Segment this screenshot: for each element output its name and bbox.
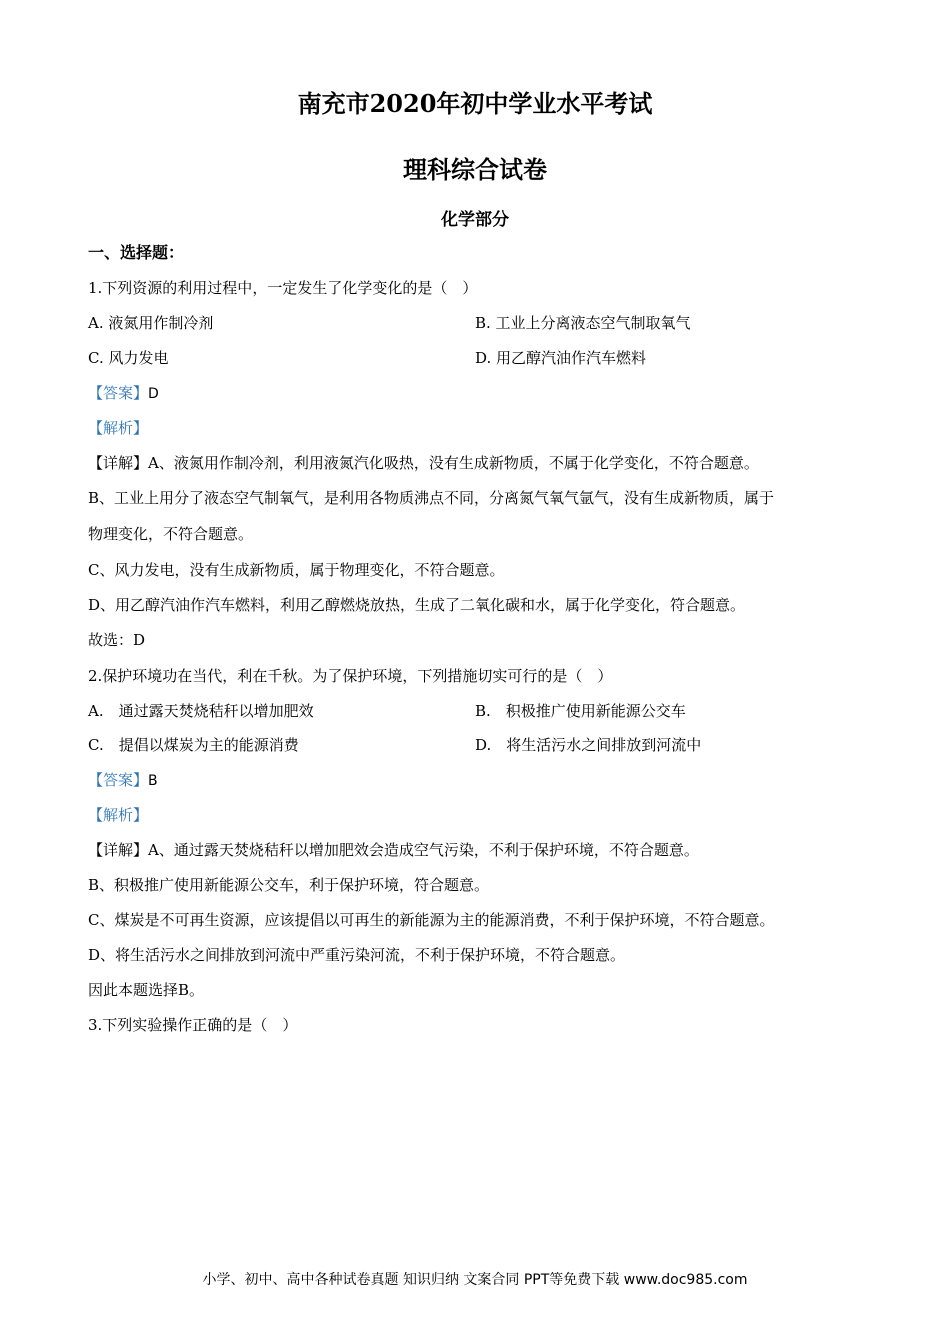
question-2-stem: 2.保护环境功在当代，利在千秋。为了保护环境，下列措施切实可行的是（ ） xyxy=(88,667,613,685)
question-1-detail-5: D、用乙醇汽油作汽车燃料，利用乙醇燃烧放热，生成了二氧化碳和水，属于化学变化，符合题意。 xyxy=(88,596,746,614)
question-1-conclusion: 故选：D xyxy=(88,631,146,649)
footer-text: 小学、初中、高中各种试卷真题 知识归纳 文案合同 PPT等免费下载 xyxy=(202,1272,620,1288)
answer-value: D xyxy=(148,386,159,402)
question-1-option-a: A. 液氮用作制冷剂 xyxy=(88,314,214,332)
detail-tag: 【详解】 xyxy=(88,841,149,859)
answer-tag: 【答案】 xyxy=(88,384,149,402)
question-2-option-c: C. 提倡以煤炭为主的能源消费 xyxy=(88,736,299,754)
question-1-detail-2: B、工业上用分了液态空气制氧气，是利用各物质沸点不同，分离氮气氧气氩气，没有生成新物质，属于 xyxy=(88,489,775,507)
answer-tag: 【答案】 xyxy=(88,771,149,789)
question-1-analysis-tag: 【解析】 xyxy=(88,419,149,437)
question-2-answer xyxy=(88,770,158,791)
detail-tag: 【详解】 xyxy=(88,454,149,472)
question-2-detail-4: D、将生活污水之间排放到河流中严重污染河流，不利于保护环境，不符合题意。 xyxy=(88,946,626,964)
section-title: 化学部分 xyxy=(441,210,509,230)
question-1-detail-3: 物理变化，不符合题意。 xyxy=(88,525,254,543)
page-footer xyxy=(0,1269,950,1289)
question-1-option-b: B. 工业上分离液态空气制取氧气 xyxy=(475,314,691,332)
question-3-stem: 3.下列实验操作正确的是（ ） xyxy=(88,1016,298,1034)
question-2-option-d: D. 将生活污水之间排放到河流中 xyxy=(475,736,702,754)
question-2-option-b: B. 积极推广使用新能源公交车 xyxy=(475,702,686,720)
question-1-option-d: D. 用乙醇汽油作汽车燃料 xyxy=(475,349,647,367)
question-1-option-c: C. 风力发电 xyxy=(88,349,169,367)
question-2-option-a: A. 通过露天焚烧秸秆以增加肥效 xyxy=(88,702,314,720)
page-subtitle: 理科综合试卷 xyxy=(403,155,547,184)
footer-link[interactable]: www.doc985.com xyxy=(623,1272,748,1288)
question-2-analysis-tag: 【解析】 xyxy=(88,806,149,824)
question-1-answer xyxy=(88,383,159,404)
question-1-detail-1: 【详解】A、液氮用作制冷剂，利用液氮汽化吸热，没有生成新物质，不属于化学变化，不符合题意。 xyxy=(88,454,759,472)
question-1-detail-4: C、风力发电，没有生成新物质，属于物理变化，不符合题意。 xyxy=(88,561,505,579)
question-2-detail-2: B、积极推广使用新能源公交车，利于保护环境，符合题意。 xyxy=(88,876,490,894)
question-2-detail-3: C、煤炭是不可再生资源，应该提倡以可再生的新能源为主的能源消费，不利于保护环境，不符合题意。 xyxy=(88,911,775,929)
question-1-stem: 1.下列资源的利用过程中，一定发生了化学变化的是（ ） xyxy=(88,279,478,297)
question-2-conclusion: 因此本题选择B。 xyxy=(88,981,205,999)
part-heading: 一、选择题： xyxy=(88,243,185,262)
answer-value: B xyxy=(148,773,158,789)
page-title: 南充市2020年初中学业水平考试 xyxy=(297,89,653,118)
question-2-detail-1: 【详解】A、通过露天焚烧秸秆以增加肥效会造成空气污染，不利于保护环境，不符合题意。 xyxy=(88,841,699,859)
